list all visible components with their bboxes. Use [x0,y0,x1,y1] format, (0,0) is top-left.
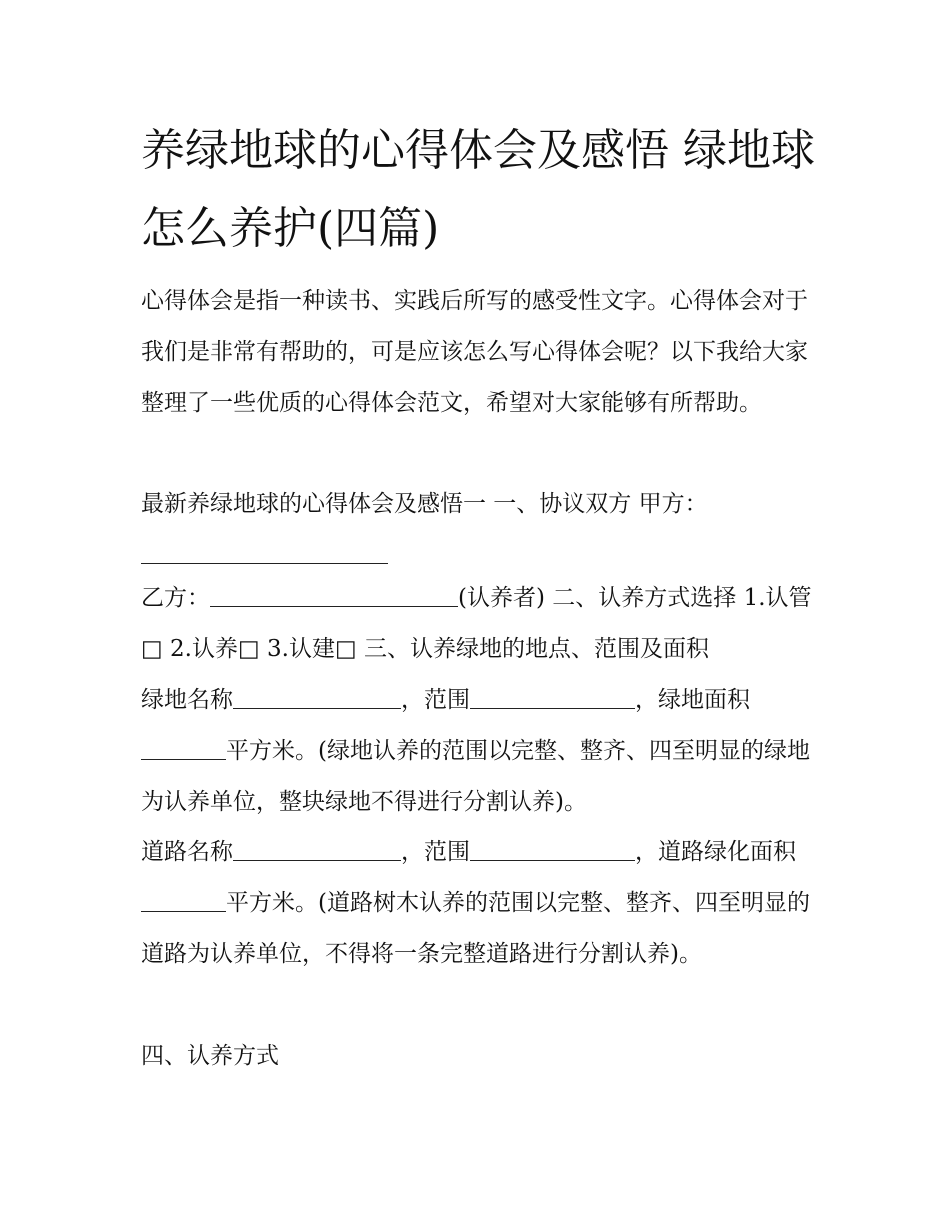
road-name-blank[interactable] [233,837,401,861]
road-area-label: ，道路绿化面积 [635,839,796,865]
road-area-blank[interactable] [141,888,226,912]
green-range-label: ，范围 [401,687,470,713]
green-area-label: ，绿地面积 [635,687,750,713]
green-name-label: 绿地名称 [141,687,233,713]
section4-heading: 四、认养方式 [141,1043,279,1069]
green-name-blank[interactable] [233,685,401,709]
document-title: 养绿地球的心得体会及感悟 绿地球怎么养护(四篇) [141,125,815,254]
party-b-paragraph [141,573,821,675]
road-area-paragraph [141,827,821,980]
intro-paragraph: 心得体会是指一种读书、实践后所写的感受性文字。心得体会对于我们是非常有帮助的，可是应该怎么写心得体会呢？以下我给大家整理了一些优质的心得体会范文，希望对大家能够有所帮助。 [141,288,808,416]
section1-heading: 最新养绿地球的心得体会及感悟一 一、协议双方 甲方： [141,491,708,517]
road-name-label: 道路名称 [141,839,233,865]
party-a-blank[interactable] [141,540,388,564]
road-range-blank[interactable] [470,837,635,861]
party-b-label: 乙方： [141,585,210,611]
road-area-suffix: 平方米。(道路树木认养的范围以完整、整齐、四至明显的道路为认养单位，不得将一条完整道路进行分割认养)。 [141,890,810,967]
green-area-suffix: 平方米。(绿地认养的范围以完整、整齐、四至明显的绿地为认养单位，整块绿地不得进行分割认养)。 [141,738,810,815]
green-area-paragraph [141,675,821,828]
party-b-suffix: (认养者) 二、认养方式选择 1.认管□ 2.认养□ 3.认建□ 三、认养绿地的地点、范围及面积 [141,585,812,662]
green-area-blank[interactable] [141,736,226,760]
green-range-blank[interactable] [470,685,635,709]
party-b-blank[interactable] [210,583,458,607]
road-range-label: ，范围 [401,839,470,865]
